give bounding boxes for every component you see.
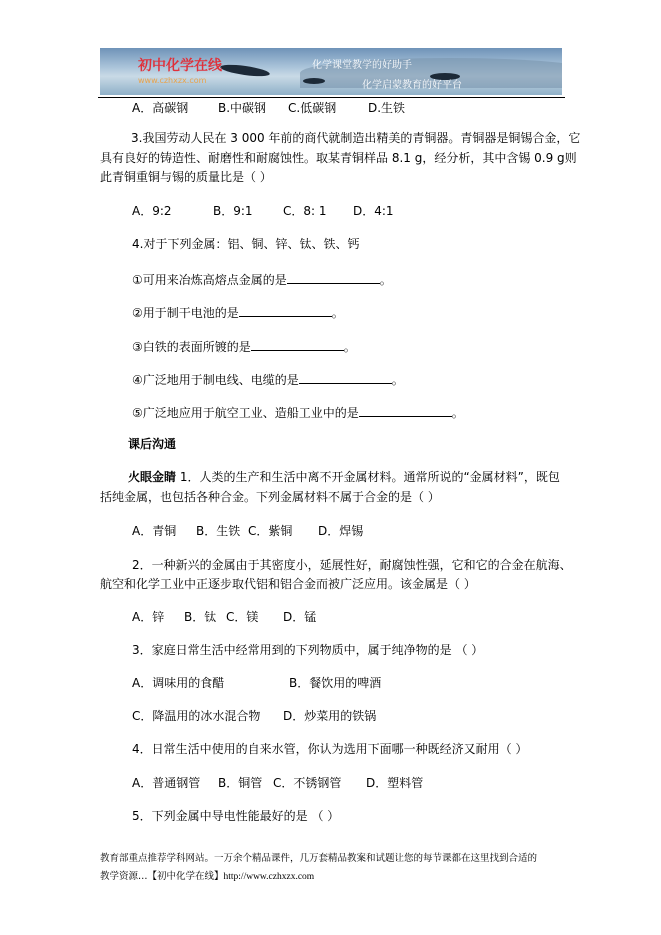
option: C.低碳钢 [288, 101, 337, 115]
option: D．塑料管 [366, 776, 424, 790]
subsection-label: 火眼金睛 [128, 470, 177, 484]
fill-item-text: ②用于制干电池的是 [132, 306, 239, 320]
option: A．锌 [132, 610, 165, 624]
option: B．餐饮用的啤酒 [289, 676, 382, 690]
section-title: 课后沟通 [128, 437, 177, 451]
option: B．铜管 [218, 776, 263, 790]
header-rule [98, 97, 565, 98]
slogan: 化学启蒙教育的好平台 [362, 80, 462, 91]
fill-item-text: ④广泛地用于制电线、电缆的是 [132, 373, 299, 387]
option: B.中碳钢 [218, 101, 267, 115]
header-banner [100, 48, 562, 95]
option: D．炒菜用的铁锅 [283, 709, 377, 723]
site-url: www.czhxzx.com [138, 76, 207, 85]
option: C．镁 [226, 610, 259, 624]
fill-item-text: ③白铁的表面所镀的是 [132, 340, 251, 354]
period: 。 [343, 340, 356, 354]
question-text: 5．下列金属中导电性能最好的是 （ ） [132, 809, 340, 823]
option: D.生铁 [368, 101, 406, 115]
period: 。 [451, 406, 464, 420]
question-text: 2．一种新兴的金属由于其密度小，延展性好，耐腐蚀性强，它和它的合金在航海、 [132, 558, 572, 572]
fill-item [132, 405, 464, 420]
option: D．焊锡 [318, 524, 364, 538]
fill-item [132, 305, 344, 320]
question-text: 具有良好的铸造性、耐磨性和耐腐蚀性。取某青铜样品 8.1 g，经分析，其中含锡 0.9 g则 [100, 151, 577, 165]
period: 。 [391, 373, 404, 387]
option: A．青铜 [132, 524, 177, 538]
option: C．降温用的冰水混合物 [132, 709, 261, 723]
period: 。 [331, 306, 344, 320]
option: A．9:2 [132, 204, 172, 218]
question-text: 火眼金睛 1．人类的生产和生活中离不开金属材料。通常所说的“金属材料”，既包 [128, 470, 560, 484]
option: D．锰 [283, 610, 317, 624]
option: A．普通钢管 [132, 776, 201, 790]
question-text: 4.对于下列金属：铝、铜、锌、钛、铁、钙 [132, 237, 360, 251]
footer-text: 教育部重点推荐学科网站。一万余个精品课件，几万套精品教案和试题让您的每节课都在这里找到合适的 [100, 853, 538, 864]
option: B．生铁 [196, 524, 241, 538]
site-logo: 初中化学在线 [138, 58, 222, 74]
period: 。 [379, 273, 392, 287]
answer-blank[interactable] [287, 272, 380, 284]
dolphin-image [303, 78, 325, 84]
footer-link[interactable]: http://www.czhxzx.com [223, 872, 315, 882]
answer-blank[interactable] [299, 372, 392, 384]
question-text: 航空和化学工业中正逐步取代铝和铝合金而被广泛应用。该金属是（ ） [100, 577, 476, 591]
fill-item-text: ①可用来冶炼高熔点金属的是 [132, 273, 287, 287]
footer-text: 教学资源…【初中化学在线】http://www.czhxzx.com [100, 871, 315, 882]
question-text: 括纯金属，也包括各种合金。下列金属材料不属于合金的是（ ） [100, 490, 440, 504]
option: C．紫铜 [248, 524, 293, 538]
option: C．8: 1 [283, 204, 327, 218]
option: A．高碳钢 [132, 101, 189, 115]
dolphin-image [220, 63, 271, 79]
question-text: 4．日常生活中使用的自来水管，你认为选用下面哪一种既经济又耐用（ ） [132, 742, 528, 756]
answer-blank[interactable] [359, 405, 452, 417]
answer-blank[interactable] [239, 305, 332, 317]
option: C．不锈钢管 [273, 776, 342, 790]
answer-blank[interactable] [251, 339, 344, 351]
slogan: 化学课堂教学的好助手 [312, 60, 412, 71]
question-text: 3．家庭日常生活中经常用到的下列物质中，属于纯净物的是 （ ） [132, 643, 484, 657]
option: D．4:1 [353, 204, 394, 218]
option: B．9:1 [213, 204, 253, 218]
fill-item [132, 339, 356, 354]
question-text: 3.我国劳动人民在 3 000 年前的商代就制造出精美的青铜器。青铜器是铜锡合金，它 [131, 131, 581, 145]
fill-item-text: ⑤广泛地应用于航空工业、造船工业中的是 [132, 406, 359, 420]
fill-item [132, 372, 404, 387]
option: A．调味用的食醋 [132, 676, 225, 690]
option: B．钛 [184, 610, 217, 624]
question-text: 此青铜重铜与锡的质量比是（ ） [100, 170, 272, 184]
fill-item [132, 272, 392, 287]
